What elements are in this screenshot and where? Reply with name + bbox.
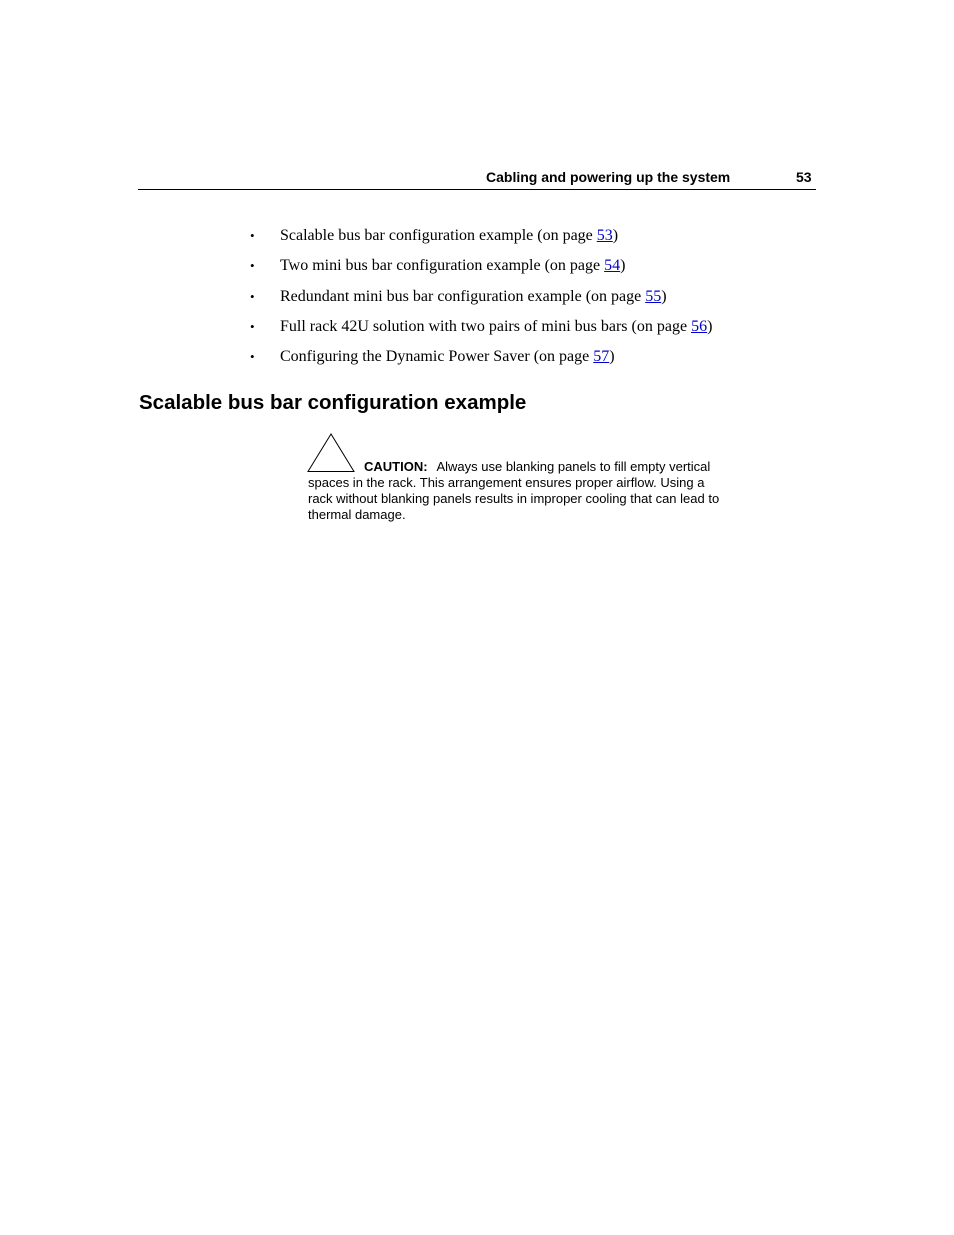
bullet-icon: • (250, 349, 255, 365)
page-link-57[interactable]: 57 (593, 348, 610, 366)
list-item-close: ) (620, 257, 626, 275)
list-item-label: Configuring the Dynamic Power Saver (on page (280, 348, 594, 366)
caution-label: CAUTION: (364, 459, 428, 474)
list-item-label: Redundant mini bus bar configuration example (on page (280, 287, 646, 305)
page-link-55[interactable]: 55 (645, 287, 662, 305)
caution-note (308, 459, 758, 523)
caution-line: rack without blanking panels results in improper cooling that can lead to (308, 491, 720, 506)
bullet-icon: • (250, 318, 255, 334)
list-item-label: Full rack 42U solution with two pairs of mini bus bars (on page (280, 317, 692, 335)
list-item-close: ) (661, 287, 667, 305)
list-item-text (280, 316, 712, 338)
caution-line: thermal damage. (308, 507, 406, 522)
header-rule (138, 189, 816, 190)
page-number: 53 (796, 169, 812, 185)
page-link-56[interactable]: 56 (691, 317, 708, 335)
list-item-label: Scalable bus bar configuration example (on page (280, 227, 597, 244)
list-item-close: ) (612, 227, 619, 244)
list-item-text (280, 255, 625, 277)
list-item-close: ) (707, 317, 713, 335)
page-link-54[interactable]: 54 (604, 257, 621, 275)
bullet-icon: • (250, 258, 255, 274)
caution-line (308, 459, 758, 475)
running-header-title: Cabling and powering up the system (486, 169, 731, 185)
list-item-text (280, 346, 615, 368)
page-link-53[interactable]: 53 (596, 227, 613, 244)
bullet-icon: • (250, 228, 255, 243)
bullet-icon: • (250, 288, 255, 304)
list-item-close: ) (609, 348, 615, 366)
caution-line: spaces in the rack. This arrangement ensures proper airflow. Using a (308, 475, 705, 490)
list-item-text (280, 225, 618, 247)
list-item-label: Two mini bus bar configuration example (on page (280, 257, 605, 275)
section-heading: Scalable bus bar configuration example (139, 391, 527, 414)
caution-text: Always use blanking panels to fill empty vertical (436, 459, 711, 474)
list-item-text (280, 286, 667, 308)
